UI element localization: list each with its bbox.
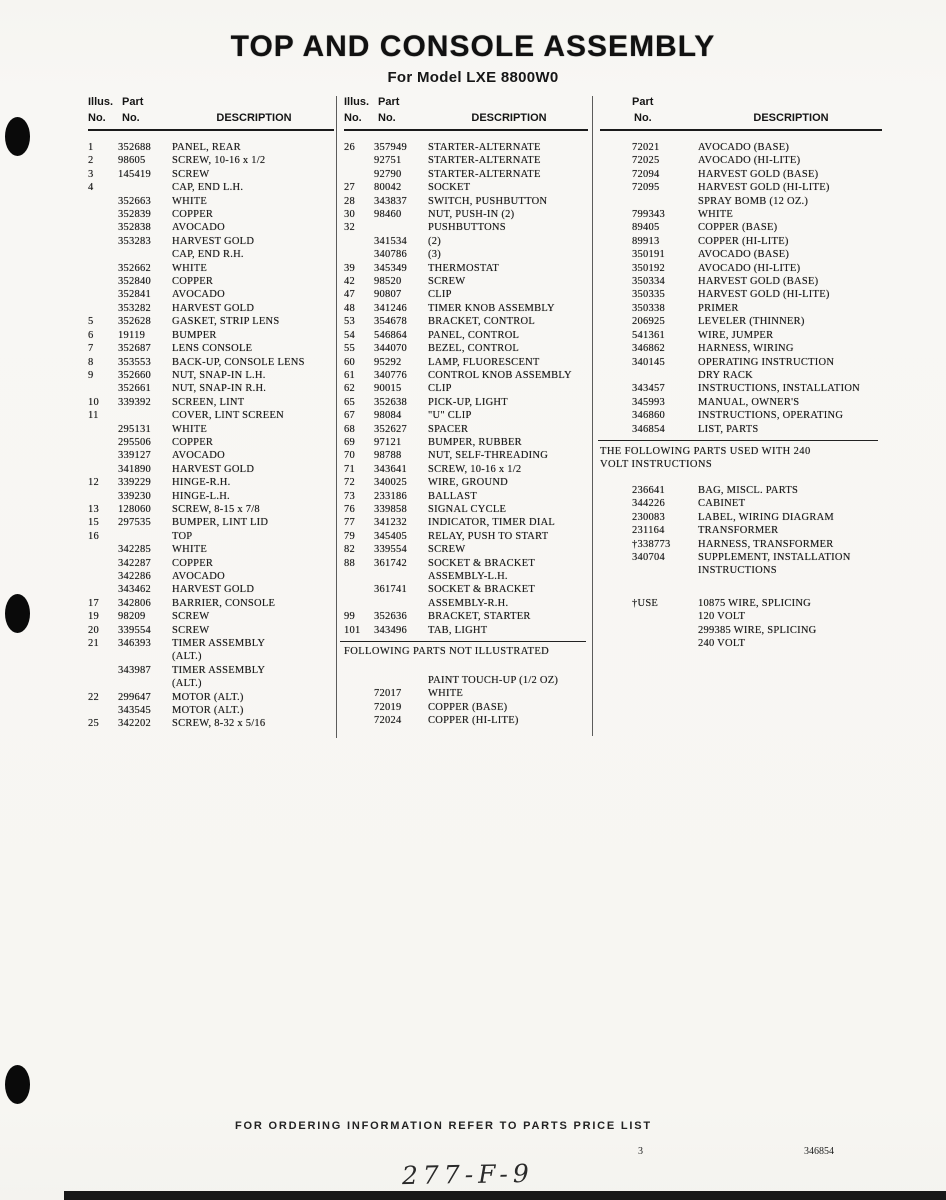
table-row: 72021 AVOCADO (BASE) bbox=[632, 142, 790, 153]
table-row: 342286 AVOCADO bbox=[118, 571, 225, 582]
table-row: 53 354678 BRACKET, CONTROL bbox=[344, 316, 536, 328]
table-row: 62 90015 CLIP bbox=[344, 383, 452, 395]
parts-column-1 bbox=[88, 141, 334, 731]
table-row: 25 342202 SCREW, 8-32 x 5/16 bbox=[88, 718, 266, 730]
table-row: 342285 WHITE bbox=[118, 544, 208, 556]
table-row: 3 145419 SCREW bbox=[88, 168, 210, 180]
table-row: 16 TOP bbox=[88, 530, 193, 542]
table-row: 352662 WHITE bbox=[118, 262, 208, 274]
table-row: 60 95292 LAMP, FLUORESCENT bbox=[344, 356, 540, 368]
table-row: 79 345405 RELAY, PUSH TO START bbox=[344, 530, 549, 542]
header-rule bbox=[88, 126, 334, 131]
table-row: 7 352687 LENS CONSOLE bbox=[88, 343, 253, 355]
column1-header bbox=[88, 94, 334, 131]
table-row: 352841 AVOCADO bbox=[118, 289, 225, 301]
table-row: 22 299647 MOTOR (ALT.) bbox=[88, 691, 244, 703]
table-row: (ALT.) bbox=[172, 678, 202, 690]
header-no: No. bbox=[378, 112, 396, 124]
parts-column-3-240v bbox=[600, 484, 882, 578]
table-row: 48 341246 TIMER KNOB ASSEMBLY bbox=[344, 302, 555, 314]
table-row: 295506 COPPER bbox=[118, 436, 214, 448]
table-row: 69 97121 BUMPER, RUBBER bbox=[344, 436, 522, 448]
table-row: 68 352627 SPACER bbox=[344, 423, 469, 435]
table-row: 72094 HARVEST GOLD (BASE) bbox=[632, 168, 819, 180]
table-row: 13 128060 SCREW, 8-15 x 7/8 bbox=[88, 503, 260, 515]
table-row: 27 80042 SOCKET bbox=[344, 182, 471, 194]
table-row: 76 339858 SIGNAL CYCLE bbox=[344, 503, 507, 515]
page-number: 3 bbox=[638, 1146, 643, 1157]
table-row: 352663 WHITE bbox=[118, 195, 208, 207]
header-description: DESCRIPTION bbox=[471, 112, 547, 124]
table-row: 72 340025 WIRE, GROUND bbox=[344, 477, 508, 489]
table-row: 541361 WIRE, JUMPER bbox=[632, 329, 774, 341]
binder-hole-dot bbox=[5, 1065, 30, 1104]
table-row: 72017 WHITE bbox=[374, 688, 464, 700]
table-row: 30 98460 NUT, PUSH-IN (2) bbox=[344, 209, 515, 221]
table-row: 343987 TIMER ASSEMBLY bbox=[118, 664, 266, 676]
column-divider bbox=[336, 96, 337, 738]
header-part: Part bbox=[632, 96, 654, 108]
header-rule bbox=[344, 126, 588, 131]
table-row: 346862 HARNESS, WIRING bbox=[632, 343, 794, 355]
table-row: 67 98084 "U" CLIP bbox=[344, 410, 472, 422]
table-row: 240 VOLT bbox=[698, 638, 746, 650]
table-row: 799343 WHITE bbox=[632, 209, 734, 221]
table-row: 47 90807 CLIP bbox=[344, 289, 452, 301]
column-divider bbox=[592, 96, 593, 736]
table-row: 73 233186 BALLAST bbox=[344, 490, 477, 502]
table-row: 339230 HINGE-L.H. bbox=[118, 490, 230, 502]
table-row: 42 98520 SCREW bbox=[344, 276, 466, 288]
header-illus: Illus. bbox=[344, 96, 370, 108]
table-row: 92751 STARTER-ALTERNATE bbox=[374, 155, 541, 167]
table-row: 1 352688 PANEL, REAR bbox=[88, 142, 241, 153]
table-row: 89405 COPPER (BASE) bbox=[632, 222, 778, 234]
table-row: 65 352638 PICK-UP, LIGHT bbox=[344, 396, 508, 408]
table-row: 72025 AVOCADO (HI-LITE) bbox=[632, 155, 801, 167]
table-row: 20 339554 SCREW bbox=[88, 624, 210, 636]
table-row: DRY RACK bbox=[698, 369, 753, 381]
table-row: 77 341232 INDICATOR, TIMER DIAL bbox=[344, 517, 556, 529]
table-row: 350192 AVOCADO (HI-LITE) bbox=[632, 262, 801, 274]
header-no: No. bbox=[344, 112, 362, 124]
ordering-note: FOR ORDERING INFORMATION REFER TO PARTS PRICE LIST bbox=[235, 1120, 652, 1132]
table-row: 21 346393 TIMER ASSEMBLY bbox=[88, 638, 266, 650]
table-row: 295131 WHITE bbox=[118, 423, 208, 435]
table-row: 341890 HARVEST GOLD bbox=[118, 463, 255, 475]
table-row: 61 340776 CONTROL KNOB ASSEMBLY bbox=[344, 369, 572, 381]
table-row: 39 345349 THERMOSTAT bbox=[344, 262, 500, 274]
scan-edge-bar bbox=[64, 1191, 946, 1200]
table-row: 72019 COPPER (BASE) bbox=[374, 701, 508, 713]
table-row: 344226 CABINET bbox=[632, 498, 746, 510]
note-240-line1: THE FOLLOWING PARTS USED WITH 240 bbox=[600, 446, 811, 457]
table-row: INSTRUCTIONS bbox=[698, 565, 777, 577]
table-row: 70 98788 NUT, SELF-THREADING bbox=[344, 450, 549, 462]
table-row: 346854 LIST, PARTS bbox=[632, 423, 759, 435]
table-row: 231164 TRANSFORMER bbox=[632, 525, 779, 537]
table-row: 353282 HARVEST GOLD bbox=[118, 302, 255, 314]
table-row: 9 352660 NUT, SNAP-IN L.H. bbox=[88, 369, 266, 381]
table-row: 340786 (3) bbox=[374, 249, 441, 261]
table-row: 236641 BAG, MISCL. PARTS bbox=[632, 485, 799, 496]
table-row: 6 19119 BUMPER bbox=[88, 329, 217, 341]
table-row: 72095 HARVEST GOLD (HI-LITE) bbox=[632, 182, 830, 194]
table-row: 92790 STARTER-ALTERNATE bbox=[374, 168, 541, 180]
document-number: 346854 bbox=[804, 1146, 834, 1157]
table-row: ASSEMBLY-L.H. bbox=[428, 571, 508, 582]
table-row: 350335 HARVEST GOLD (HI-LITE) bbox=[632, 289, 830, 301]
not-illustrated-title: FOLLOWING PARTS NOT ILLUSTRATED bbox=[344, 646, 550, 657]
table-row: 72024 COPPER (HI-LITE) bbox=[374, 715, 519, 727]
header-part: Part bbox=[378, 96, 400, 108]
table-row: 28 343837 SWITCH, PUSHBUTTON bbox=[344, 195, 548, 207]
table-row: 352661 NUT, SNAP-IN R.H. bbox=[118, 383, 267, 395]
table-row: 350191 AVOCADO (BASE) bbox=[632, 249, 790, 261]
table-row: SPRAY BOMB (12 OZ.) bbox=[698, 195, 809, 207]
handwritten-annotation: 277-F-9 bbox=[401, 1158, 534, 1191]
column3-header bbox=[600, 94, 882, 131]
table-row: 299385 WIRE, SPLICING bbox=[698, 624, 817, 636]
table-row: 361741 SOCKET & BRACKET bbox=[374, 584, 536, 596]
header-illus: Illus. bbox=[88, 96, 114, 108]
table-row: 350334 HARVEST GOLD (BASE) bbox=[632, 276, 819, 288]
table-row: 101 343496 TAB, LIGHT bbox=[344, 624, 488, 636]
table-row: 4 CAP, END L.H. bbox=[88, 182, 244, 194]
binder-hole-dot bbox=[5, 117, 30, 156]
table-row: 12 339229 HINGE-R.H. bbox=[88, 477, 231, 489]
binder-hole-dot bbox=[5, 594, 30, 633]
table-row: 32 PUSHBUTTONS bbox=[344, 222, 506, 234]
parts-column-2-extra bbox=[344, 674, 588, 728]
table-row: ASSEMBLY-R.H. bbox=[428, 597, 509, 609]
parts-column-3-use-note bbox=[600, 597, 882, 651]
table-row: 88 361742 SOCKET & BRACKET bbox=[344, 557, 536, 569]
section-divider bbox=[340, 641, 586, 642]
table-row: 352838 AVOCADO bbox=[118, 222, 225, 234]
table-row: CAP, END R.H. bbox=[172, 249, 244, 261]
table-row: 353283 HARVEST GOLD bbox=[118, 235, 255, 247]
header-rule bbox=[600, 126, 882, 131]
table-row: 230083 LABEL, WIRING DIAGRAM bbox=[632, 511, 835, 523]
table-row: 11 COVER, LINT SCREEN bbox=[88, 410, 284, 422]
table-row: 15 297535 BUMPER, LINT LID bbox=[88, 517, 269, 529]
table-row: 10 339392 SCREEN, LINT bbox=[88, 396, 245, 408]
table-row: 342287 COPPER bbox=[118, 557, 214, 569]
table-row: 341534 (2) bbox=[374, 235, 441, 247]
header-no: No. bbox=[634, 112, 652, 124]
table-row: 99 352636 BRACKET, STARTER bbox=[344, 611, 531, 623]
parts-column-2 bbox=[344, 141, 588, 637]
model-subtitle: For Model LXE 8800W0 bbox=[387, 69, 559, 86]
table-row: 343462 HARVEST GOLD bbox=[118, 584, 255, 596]
table-row: 352839 COPPER bbox=[118, 209, 214, 221]
table-row: 26 357949 STARTER-ALTERNATE bbox=[344, 142, 541, 153]
table-row: 55 344070 BEZEL, CONTROL bbox=[344, 343, 519, 355]
header-no: No. bbox=[122, 112, 140, 124]
table-row: 89913 COPPER (HI-LITE) bbox=[632, 235, 789, 247]
table-row: 120 VOLT bbox=[698, 611, 746, 623]
table-row: 54 546864 PANEL, CONTROL bbox=[344, 329, 520, 341]
table-row: 71 343641 SCREW, 10-16 x 1/2 bbox=[344, 463, 522, 475]
table-row: 343457 INSTRUCTIONS, INSTALLATION bbox=[632, 383, 860, 395]
header-description: DESCRIPTION bbox=[216, 112, 292, 124]
table-row: 339127 AVOCADO bbox=[118, 450, 225, 462]
table-row: 352840 COPPER bbox=[118, 276, 214, 288]
parts-column-3 bbox=[600, 141, 882, 436]
table-row: 206925 LEVELER (THINNER) bbox=[632, 316, 805, 328]
table-row: 2 98605 SCREW, 10-16 x 1/2 bbox=[88, 155, 266, 167]
table-row: 82 339554 SCREW bbox=[344, 544, 466, 556]
table-row: 345993 MANUAL, OWNER'S bbox=[632, 396, 800, 408]
table-row: 346860 INSTRUCTIONS, OPERATING bbox=[632, 410, 844, 422]
table-row: †338773 HARNESS, TRANSFORMER bbox=[632, 538, 834, 550]
section-divider bbox=[598, 440, 878, 441]
table-row: (ALT.) bbox=[172, 651, 202, 663]
table-row: 8 353553 BACK-UP, CONSOLE LENS bbox=[88, 356, 305, 368]
table-row: 343545 MOTOR (ALT.) bbox=[118, 705, 244, 717]
table-row: †USE 10875 WIRE, SPLICING bbox=[632, 598, 812, 609]
header-part: Part bbox=[122, 96, 144, 108]
table-row: PAINT TOUCH-UP (1/2 OZ) bbox=[428, 675, 559, 686]
column2-header bbox=[344, 94, 588, 131]
table-row: 19 98209 SCREW bbox=[88, 611, 210, 623]
header-no: No. bbox=[88, 112, 106, 124]
note-240-line2: VOLT INSTRUCTIONS bbox=[600, 459, 713, 470]
table-row: 340145 OPERATING INSTRUCTION bbox=[632, 356, 835, 368]
header-description: DESCRIPTION bbox=[753, 112, 829, 124]
table-row: 350338 PRIMER bbox=[632, 302, 739, 314]
page-title: TOP AND CONSOLE ASSEMBLY bbox=[230, 30, 716, 63]
table-row: 17 342806 BARRIER, CONSOLE bbox=[88, 597, 276, 609]
table-row: 340704 SUPPLEMENT, INSTALLATION bbox=[632, 552, 851, 564]
table-row: 5 352628 GASKET, STRIP LENS bbox=[88, 316, 280, 328]
